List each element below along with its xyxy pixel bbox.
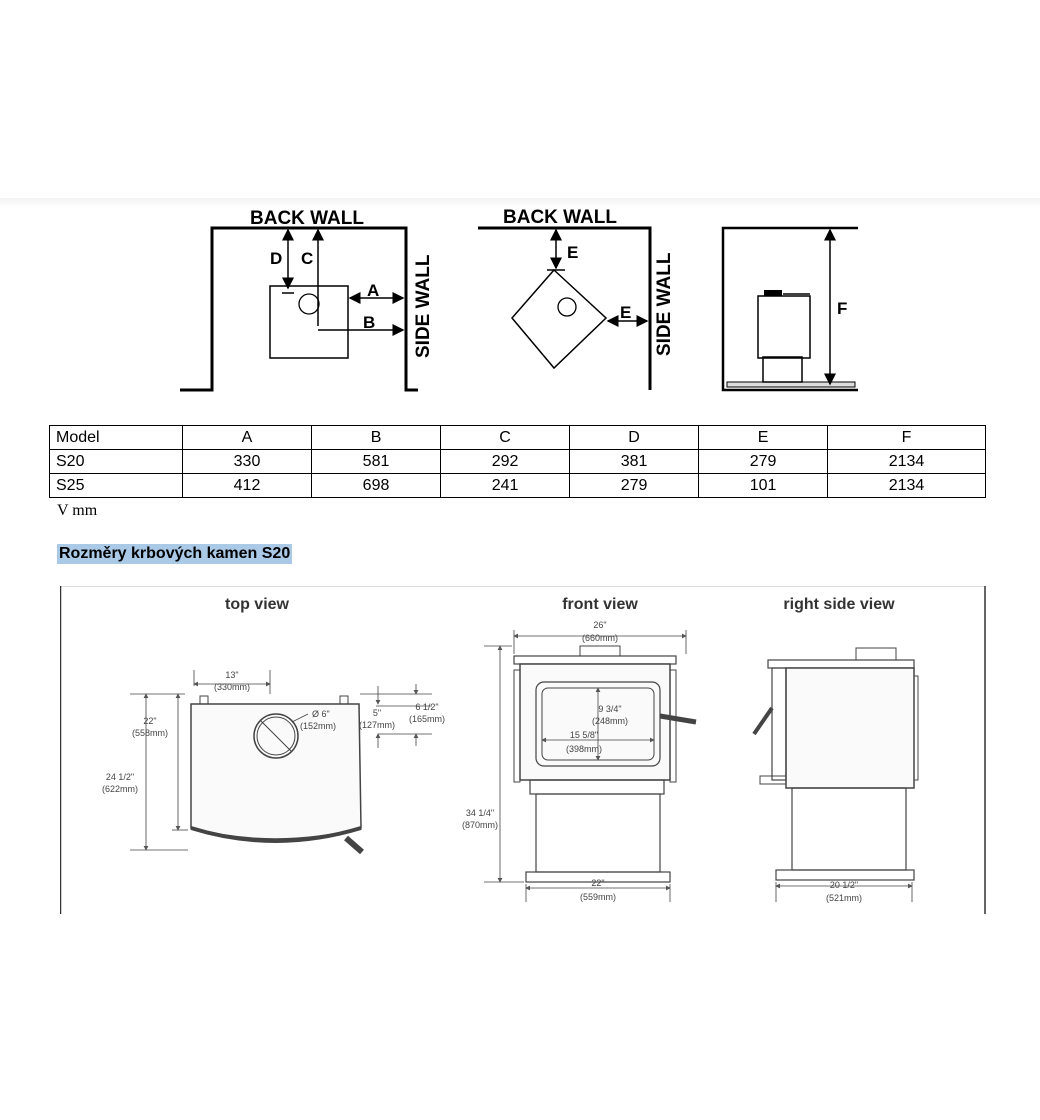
table-cell: 698	[312, 474, 441, 498]
table-row	[50, 474, 986, 498]
table-cell: 279	[699, 450, 828, 474]
svg-text:(152mm): (152mm)	[300, 721, 337, 731]
top-view-title: top view	[224, 596, 290, 613]
table-cell: 292	[441, 450, 570, 474]
letter-e-top: E	[567, 243, 579, 262]
clearance-diagram-diagonal	[478, 207, 675, 390]
letter-b: B	[363, 313, 376, 332]
clearance-diagrams	[170, 206, 870, 406]
table-cell: 330	[183, 450, 312, 474]
right-side-view-title: right side view	[783, 596, 895, 613]
table-header-cell: D	[570, 426, 699, 450]
section-heading: Rozměry krbových kamen S20	[59, 545, 291, 562]
stove-outline-diagonal	[512, 270, 606, 368]
svg-text:(521mm): (521mm)	[825, 893, 863, 903]
svg-text:(398mm): (398mm)	[565, 744, 603, 754]
svg-text:(127mm): (127mm)	[358, 720, 396, 730]
svg-text:6 1/2": 6 1/2"	[415, 702, 439, 712]
table-cell: S20	[50, 450, 183, 474]
table-header-cell: E	[699, 426, 828, 450]
side-wall-label-1: SIDE WALL	[413, 254, 434, 358]
svg-text:(165mm): (165mm)	[408, 714, 446, 724]
clearance-table	[49, 425, 986, 498]
svg-text:(558mm): (558mm)	[131, 728, 169, 738]
svg-text:(559mm): (559mm)	[579, 892, 617, 902]
table-header-cell: A	[183, 426, 312, 450]
table-cell: 581	[312, 450, 441, 474]
table-cell: 241	[441, 474, 570, 498]
front-view-drawing	[484, 630, 696, 902]
table-header-cell: Model	[50, 426, 183, 450]
svg-text:(622mm): (622mm)	[101, 784, 139, 794]
letter-e-side: E	[620, 303, 632, 322]
table-header-cell: C	[441, 426, 570, 450]
side-view-labels	[826, 880, 862, 903]
table-cell: 101	[699, 474, 828, 498]
back-wall-label-1: BACK WALL	[250, 208, 364, 229]
table-cell: 2134	[828, 450, 986, 474]
svg-text:13": 13"	[225, 670, 239, 680]
table-cell: 381	[570, 450, 699, 474]
svg-text:(248mm): (248mm)	[591, 716, 629, 726]
svg-text:9 3/4": 9 3/4"	[598, 704, 622, 714]
letter-a: A	[367, 281, 380, 300]
svg-text:26": 26"	[593, 620, 607, 630]
clearance-diagram-corner	[180, 208, 434, 390]
top-view-drawing	[130, 670, 432, 852]
stove-outline	[270, 286, 348, 358]
svg-text:Ø 6": Ø 6"	[312, 709, 330, 719]
svg-text:5": 5"	[372, 708, 382, 718]
table-header-cell: F	[828, 426, 986, 450]
svg-text:34 1/4": 34 1/4"	[465, 808, 495, 818]
svg-text:15 5/8": 15 5/8"	[569, 730, 599, 740]
front-view-title: front view	[562, 596, 638, 613]
svg-text:24 1/2": 24 1/2"	[105, 772, 135, 782]
stove-dimension-drawings	[60, 586, 986, 914]
svg-text:(660mm): (660mm)	[581, 633, 619, 643]
table-header-row	[50, 426, 986, 450]
svg-text:(870mm): (870mm)	[461, 820, 499, 830]
letter-f: F	[837, 299, 848, 318]
flue-circle-diagonal	[558, 298, 576, 316]
units-note: V mm	[57, 502, 98, 519]
table-cell: 279	[570, 474, 699, 498]
clearance-diagram-height	[723, 228, 858, 390]
side-view-drawing	[754, 648, 918, 902]
svg-text:22": 22"	[591, 878, 605, 888]
svg-text:20 1/2": 20 1/2"	[829, 880, 859, 890]
flue-circle	[299, 294, 319, 314]
side-wall-label-2: SIDE WALL	[654, 252, 675, 356]
table-cell: 2134	[828, 474, 986, 498]
svg-text:22": 22"	[143, 716, 157, 726]
table-row	[50, 450, 986, 474]
letter-d: D	[270, 249, 283, 268]
table-cell: S25	[50, 474, 183, 498]
back-wall-label-2: BACK WALL	[503, 207, 617, 228]
svg-text:(330mm): (330mm)	[213, 682, 251, 692]
table-cell: 412	[183, 474, 312, 498]
table-header-cell: B	[312, 426, 441, 450]
letter-c: C	[301, 249, 314, 268]
